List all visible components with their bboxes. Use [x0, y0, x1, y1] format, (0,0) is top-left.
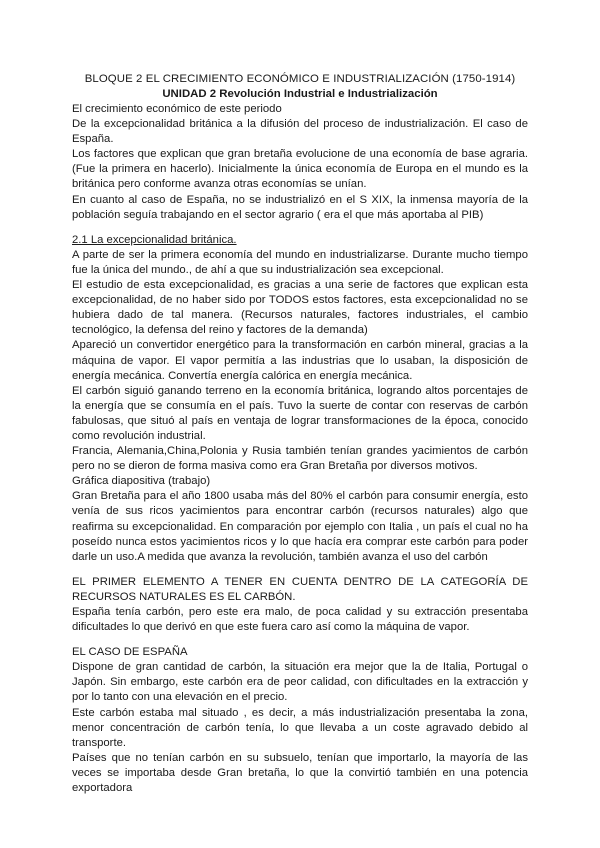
body-paragraph: Dispone de gran cantidad de carbón, la situación era mejor que la de Italia, Portugal o Japón. Sin embargo, este carbón era de peor calidad, con dificultades en la extracción y por lo tanto con una elevación en el precio. [72, 661, 528, 704]
body-paragraph: España tenía carbón, pero este era malo, de poca calidad y su extracción presentaba dificultades lo que derivó en que este fuera caro así como la máquina de vapor. [72, 606, 528, 634]
block-title: BLOQUE 2 EL CRECIMIENTO ECONÓMICO E INDUSTRIALIZACIÓN (1750-1914) [84, 73, 516, 85]
section-heading: 2.1 La excepcionalidad británica. [72, 233, 237, 246]
body-paragraph: A parte de ser la primera economía del mundo en industrializarse. Durante mucho tiempo fue la única del mundo., de ahí a que su industrialización sea excepcional. [72, 248, 528, 276]
section-heading: EL CASO DE ESPAÑA [72, 646, 188, 659]
body-paragraph: El estudio de esta excepcionalidad, es gracias a una serie de factores que explican esta excepcionalidad, de no haber sido por TODOS estos factores, esta excepcionalidad no se hubiera dado de tal manera. (Recursos naturales, factores industriales, el cambio tecnológico, la defensa del reino y factores de la demanda) [72, 279, 528, 337]
section-carbon [72, 575, 528, 635]
document-page [72, 72, 528, 796]
body-paragraph: Francia, Alemania,China,Polonia y Rusia también tenían grandes yacimientos de carbón pero no se dieron de forma masiva como era Gran Bretaña por diversos motivos. [72, 445, 528, 473]
body-paragraph: Gran Bretaña para el año 1800 usaba más del 80% el carbón para consumir energía, esto venía de sus ricos yacimientos para encontrar carbón (recursos naturales) algo que reafirma su excepcionalidad. En comparación por ejemplo con Italia , un país el cual no ha poseído nunca estos yacimientos ricos y lo que hacía era comprar este carbón para poder darle un uso.A medida que avanza la revolución, también avanza el uso del carbón [72, 490, 528, 563]
body-paragraph: Este carbón estaba mal situado , es decir, a más industrialización presentaba la zona, menor concentración de carbón tenía, lo que llevaba a un coste agravado debido al transporte. [72, 706, 528, 749]
body-paragraph: Países que no tenían carbón en su subsuelo, tenían que importarlo, la mayoría de las veces se importaba desde Gran bretaña, lo que la convirtió también en una potencia exportadora [72, 751, 528, 795]
intro-section [72, 102, 528, 223]
section-excepcionalidad [72, 233, 528, 565]
section-heading: EL PRIMER ELEMENTO A TENER EN CUENTA DENTRO DE LA CATEGORÍA DE RECURSOS NATURALES ES EL CARBÓN. [72, 575, 528, 603]
body-paragraph: Apareció un convertidor energético para la transformación en carbón mineral, gracias a la máquina de vapor. El vapor permitía a las industrias que lo usaban, la disposición de energía mecánica. Convertía energía calórica en energía mecánica. [72, 339, 528, 382]
body-paragraph: Gráfica diapositiva (trabajo) [72, 475, 211, 488]
unit-title: UNIDAD 2 Revolución Industrial e Industrialización [162, 88, 438, 100]
body-paragraph: El carbón siguió ganando terreno en la economía británica, logrando altos porcentajes de la energía que se consumía en el país. Tuvo la suerte de contar con reservas de carbón fabulosas, que situó al país en ventaja de lograr transformaciones de la época, conocido como revolución industrial. [72, 384, 528, 442]
intro-paragraph: Los factores que explican que gran bretaña evolucione de una economía de base agraria. (Fue la primera en hacerlo). Inicialmente la única economía de Europa en el mundo es la británica pero conforme avanza otras economías se unían. [72, 148, 528, 191]
intro-paragraph: El crecimiento económico de este periodo [72, 103, 282, 115]
intro-paragraph: En cuanto al caso de España, no se industrializó en el S XIX, la inmensa mayoría de la población seguía trabajando en el sector agrario ( era el que más aportaba al PIB) [72, 193, 528, 221]
intro-paragraph: De la excepcionalidad británica a la difusión del proceso de industrialización. El caso de España. [72, 118, 528, 146]
section-espana [72, 645, 528, 796]
